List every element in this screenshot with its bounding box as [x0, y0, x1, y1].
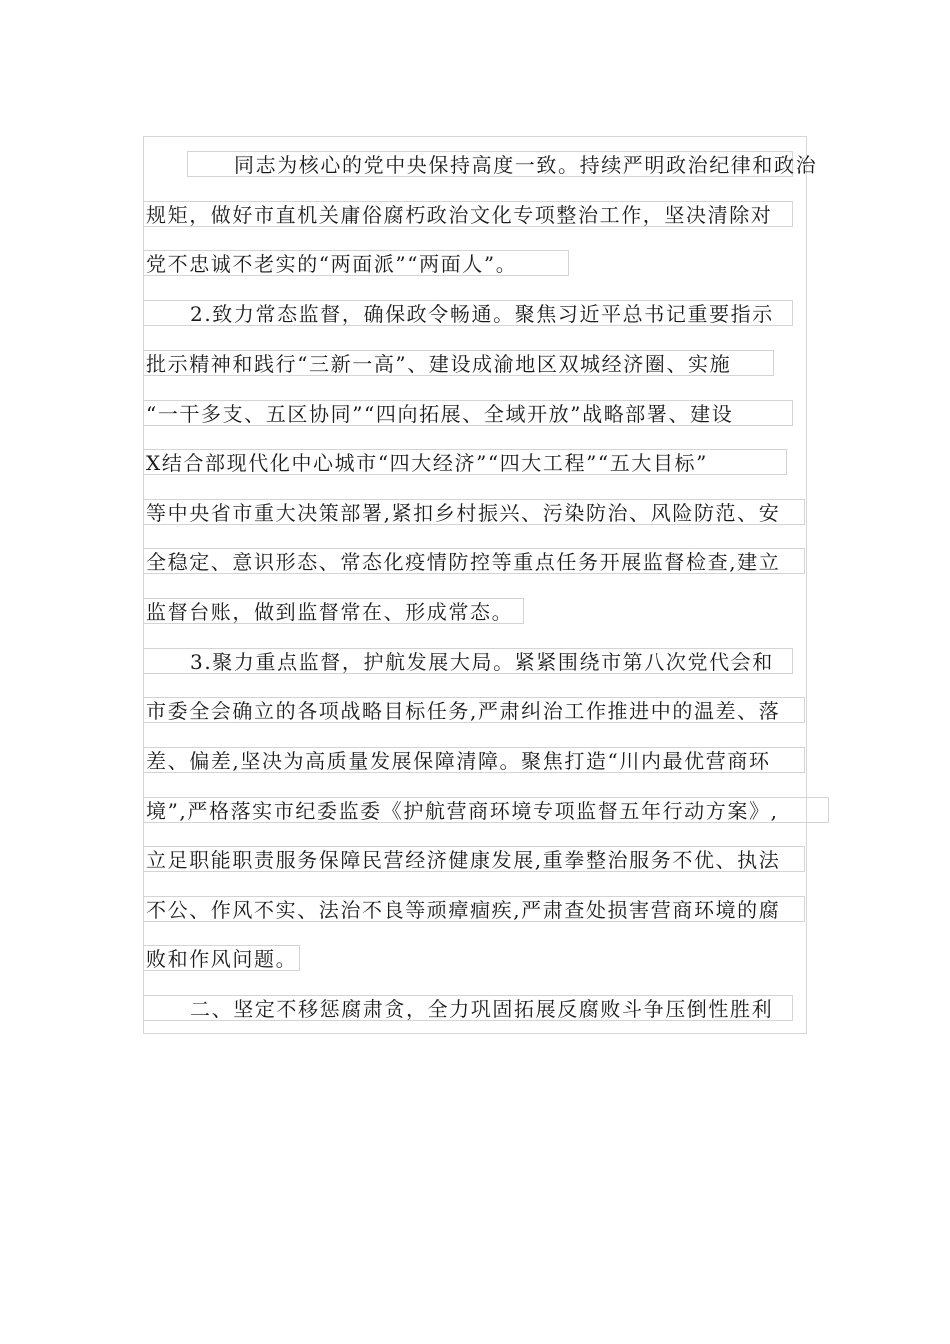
- text-line: 监督台账，做到监督常在、形成常态。: [143, 598, 524, 624]
- text-line: 立足职能职责服务保障民营经济健康发展,重拳整治服务不优、执法: [143, 846, 805, 872]
- text-line: 境”,严格落实市纪委监委《护航营商环境专项监督五年行动方案》,: [143, 797, 829, 823]
- text-line: 批示精神和践行“三新一高”、建设成渝地区双城经济圈、实施: [143, 350, 774, 376]
- section-heading: 二、坚定不移惩腐肃贪，全力巩固拓展反腐败斗争压倒性胜利: [143, 995, 793, 1021]
- text-line: 等中央省市重大决策部署,紧扣乡村振兴、污染防治、风险防范、安: [143, 499, 805, 525]
- text-line: 3.聚力重点监督，护航发展大局。紧紧围绕市第八次党代会和: [143, 648, 793, 674]
- text-line: 2.致力常态监督，确保政令畅通。聚焦习近平总书记重要指示: [143, 300, 793, 326]
- text-line: X结合部现代化中心城市“四大经济”“四大工程”“五大目标”: [143, 449, 787, 475]
- text-line: 败和作风问题。: [143, 945, 300, 971]
- text-line: 党不忠诚不老实的“两面派”“两面人”。: [143, 250, 569, 276]
- text-line: 市委全会确立的各项战略目标任务,严肃纠治工作推进中的温差、落: [143, 697, 805, 723]
- text-line: 规矩，做好市直机关庸俗腐朽政治文化专项整治工作，坚决清除对: [143, 201, 793, 227]
- text-line: 差、偏差,坚决为高质量发展保障清障。聚焦打造“川内最优营商环: [143, 747, 805, 773]
- text-line: “一干多支、五区协同”“四向拓展、全域开放”战略部署、建设: [143, 400, 793, 426]
- text-line: 不公、作风不实、法治不良等顽瘴痼疾,严肃查处损害营商环境的腐: [143, 896, 805, 922]
- text-line: 同志为核心的党中央保持高度一致。持续严明政治纪律和政治: [187, 151, 793, 177]
- text-line: 全稳定、意识形态、常态化疫情防控等重点任务开展监督检查,建立: [143, 548, 805, 574]
